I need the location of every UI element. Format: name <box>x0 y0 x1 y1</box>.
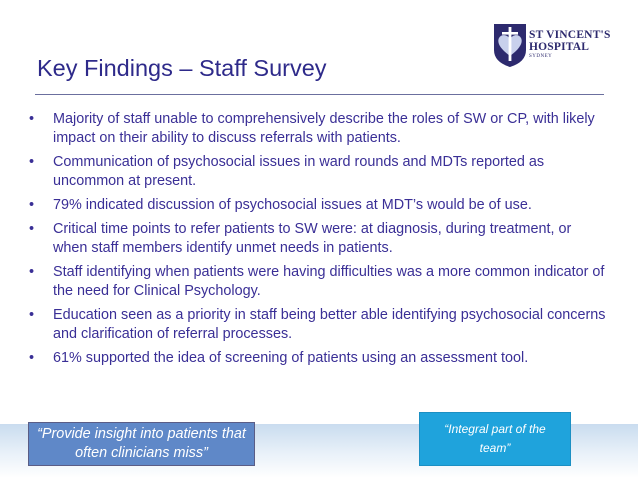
logo-line-2: HOSPITAL <box>529 41 590 53</box>
bullet-icon: • <box>29 197 35 213</box>
bullet-icon: • <box>29 307 35 323</box>
list-item <box>29 263 609 301</box>
list-item-text: Staff identifying when patients were having difficulties was a more common indicator of the need for Clinical Psychology. <box>53 264 605 299</box>
bullet-icon: • <box>29 264 35 280</box>
slide-title: Key Findings – Staff Survey <box>37 55 327 81</box>
quote-box-left: “Provide insight into patients that often clinicians miss” <box>28 422 255 466</box>
logo-text <box>529 29 611 60</box>
list-item <box>29 349 609 368</box>
list-item <box>29 220 609 258</box>
list-item <box>29 306 609 344</box>
list-item <box>29 110 609 148</box>
list-item <box>29 153 609 191</box>
list-item-text: Critical time points to refer patients to SW were: at diagnosis, during treatment, or when staff members identify unmet needs in patients. <box>53 221 572 256</box>
title-divider <box>35 94 604 95</box>
bullet-icon: • <box>29 111 35 127</box>
logo-line-1: ST VINCENT'S <box>529 29 611 41</box>
bullet-icon: • <box>29 350 35 366</box>
list-item-text: 79% indicated discussion of psychosocial issues at MDT’s would be of use. <box>53 197 532 213</box>
list-item-text: Education seen as a priority in staff being better able identifying psychosocial concerns and clarification of referral processes. <box>53 307 606 342</box>
list-item-text: Majority of staff unable to comprehensively describe the roles of SW or CP, with likely impact on their ability to discuss referrals with patients. <box>53 111 595 146</box>
bullet-icon: • <box>29 154 35 170</box>
bullet-icon: • <box>29 221 35 237</box>
heart-cross-emblem-icon <box>493 22 527 68</box>
list-item-text: 61% supported the idea of screening of patients using an assessment tool. <box>53 350 529 366</box>
list-item <box>29 196 609 215</box>
logo-line-3: SYDNEY <box>529 54 553 59</box>
quote-box-right: “Integral part of the team” <box>419 412 571 466</box>
hospital-logo <box>493 22 633 70</box>
findings-list <box>29 110 609 373</box>
list-item-text: Communication of psychosocial issues in ward rounds and MDTs reported as uncommon at present. <box>53 154 545 189</box>
